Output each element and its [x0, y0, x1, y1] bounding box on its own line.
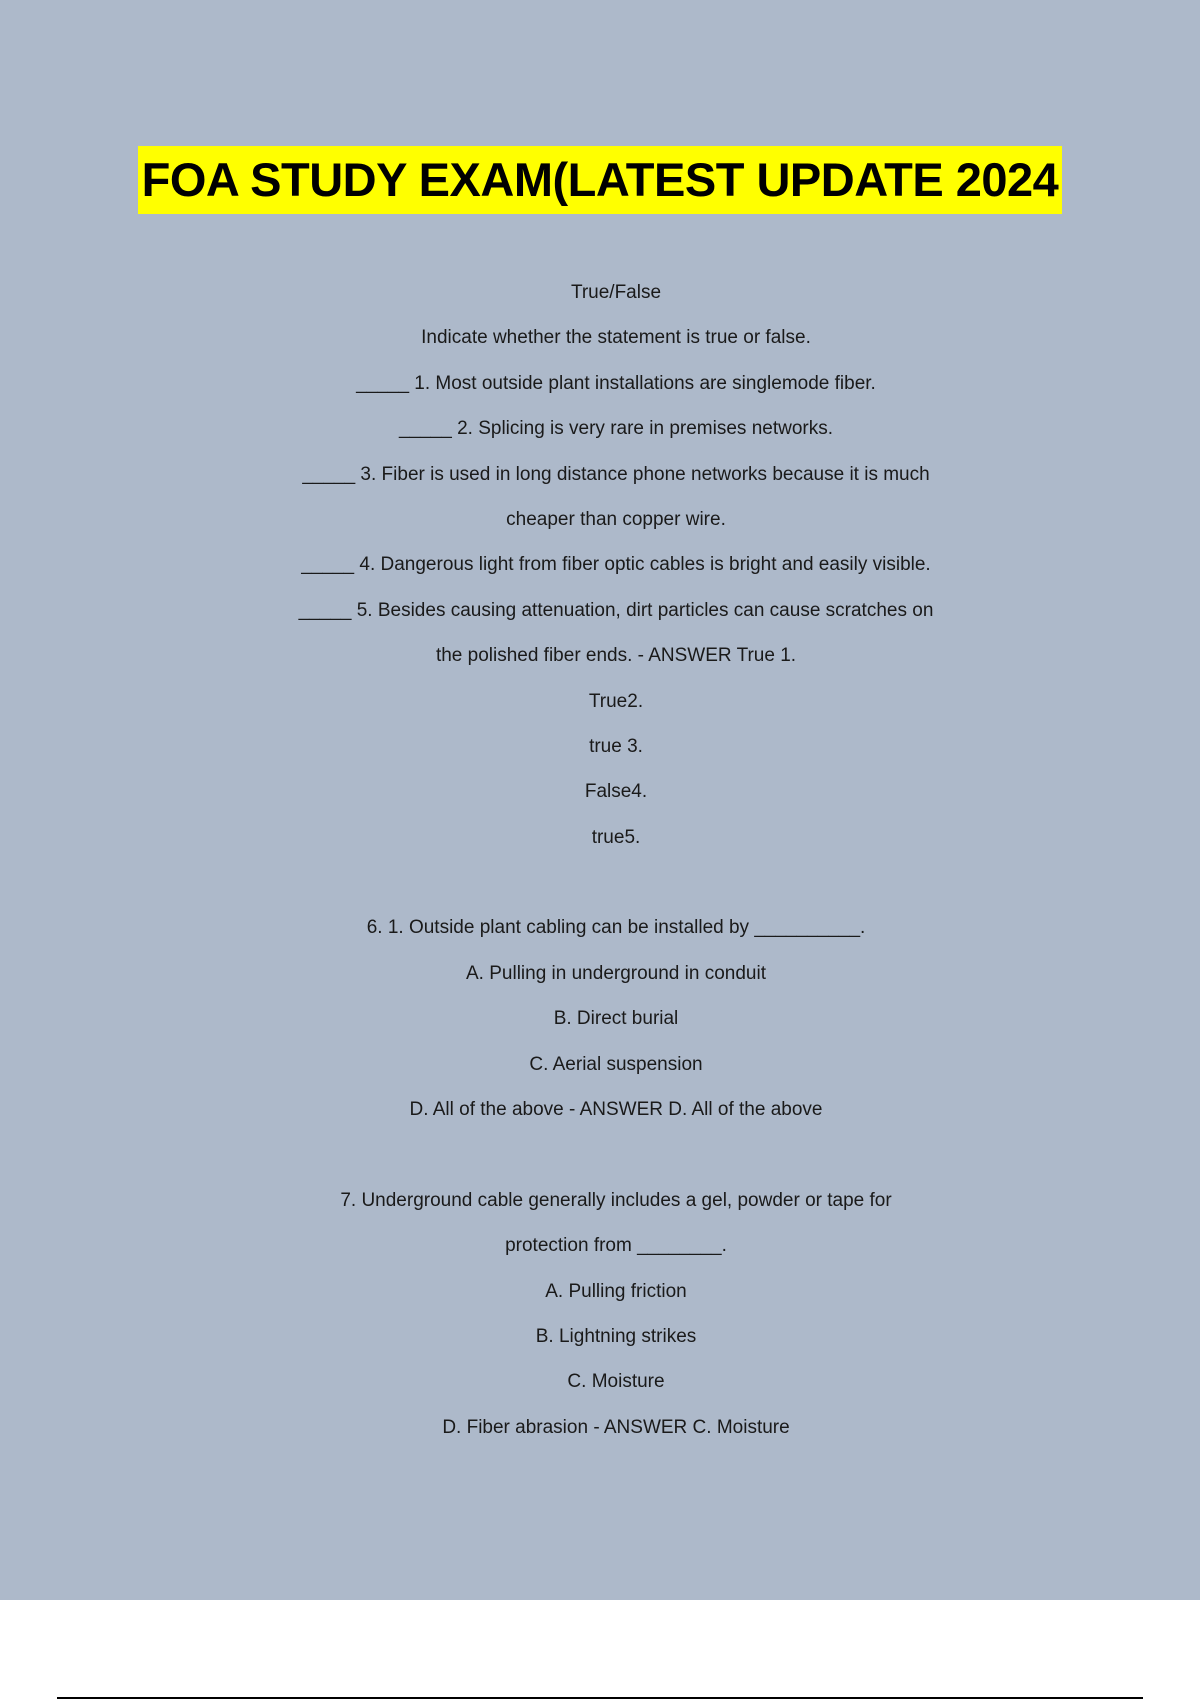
q6-option-d: D. All of the above - ANSWER D. All of the above: [409, 1099, 823, 1121]
tf-item-4: _____ 4. Dangerous light from fiber optic cables is bright and easily visible.: [301, 554, 931, 576]
tf-answer-3: true 3.: [589, 735, 643, 757]
q6-option-b: B. Direct burial: [553, 1008, 679, 1030]
tf-answer-2: True2.: [588, 690, 644, 712]
spacer: [0, 1132, 1200, 1177]
q7-prompt-line2: protection from ________.: [505, 1235, 727, 1257]
document-title: FOA STUDY EXAM(LATEST UPDATE 2024: [138, 146, 1063, 214]
title-container: [0, 146, 1200, 214]
q7-prompt-line1: 7. Underground cable generally includes a gel, powder or tape for: [340, 1189, 892, 1211]
tf-item-5: _____ 5. Besides causing attenuation, dirt particles can cause scratches on: [298, 599, 934, 621]
document-body: [0, 270, 1200, 1450]
q6-option-a: A. Pulling in underground in conduit: [466, 962, 766, 984]
q7-option-b: B. Lightning strikes: [535, 1325, 697, 1347]
footer-divider: [57, 1697, 1143, 1699]
q7-option-c: C. Moisture: [567, 1371, 665, 1393]
tf-answer-4: False4.: [584, 781, 648, 803]
tf-item-2: _____ 2. Splicing is very rare in premises networks.: [398, 418, 834, 440]
q7-option-a: A. Pulling friction: [545, 1280, 687, 1302]
q7-option-d: D. Fiber abrasion - ANSWER C. Moisture: [442, 1416, 790, 1438]
tf-item-3-cont: cheaper than copper wire.: [506, 508, 726, 530]
tf-item-3: _____ 3. Fiber is used in long distance phone networks because it is much: [302, 463, 930, 485]
q6-prompt: 6. 1. Outside plant cabling can be installed by __________.: [366, 917, 866, 939]
q6-option-c: C. Aerial suspension: [529, 1053, 703, 1075]
section-heading: True/False: [570, 282, 662, 303]
tf-item-1: _____ 1. Most outside plant installations are singlemode fiber.: [356, 372, 876, 394]
tf-answer-5: true5.: [591, 826, 641, 848]
spacer: [0, 860, 1200, 905]
tf-item-5-cont: the polished fiber ends. - ANSWER True 1.: [435, 645, 797, 667]
instructions: Indicate whether the statement is true or false.: [421, 327, 811, 349]
